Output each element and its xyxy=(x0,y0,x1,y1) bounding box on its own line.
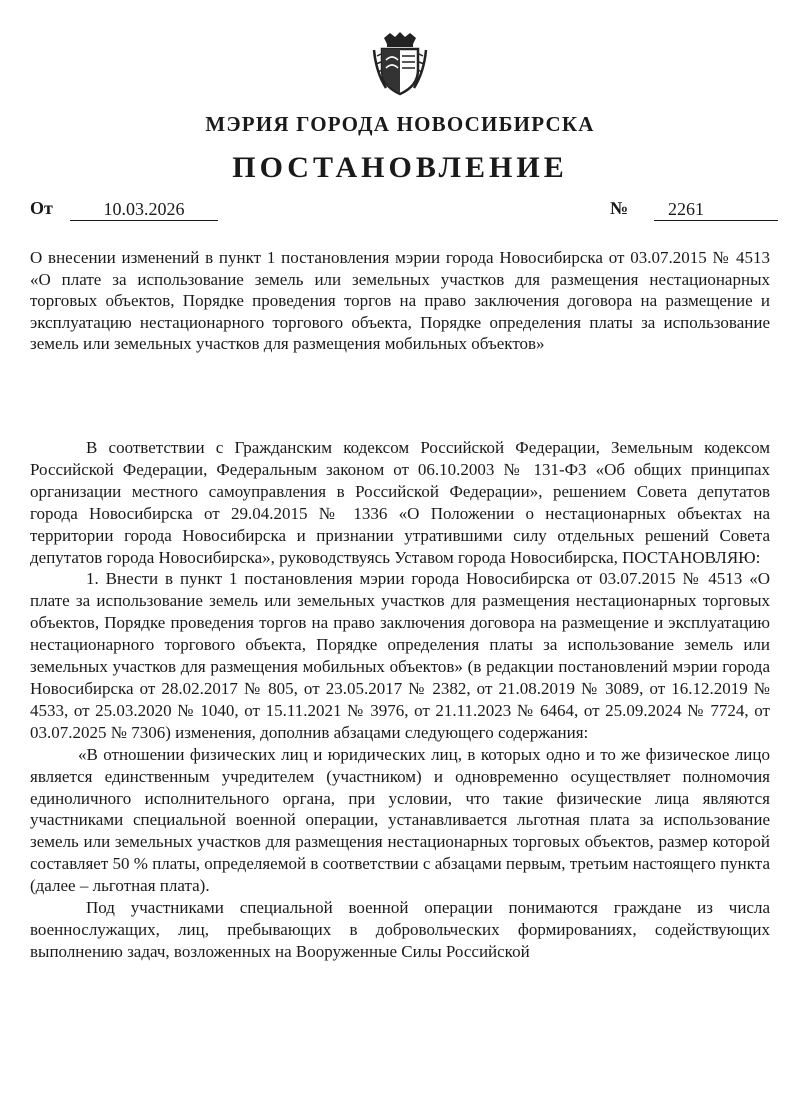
number-label: № xyxy=(610,198,629,218)
definition-paragraph: Под участниками специальной военной операции понимаются граждане из числа военнослужащих, лиц, пребывающих в добровольческих формированиях, содействующих выполнению задач, возложенных на Вооруженные Силы Российской xyxy=(30,898,770,961)
preamble-paragraph: В соответствии с Гражданским кодексом Российской Федерации, Земельным кодексом Российской Федерации, Федеральным законом от 06.10.2003 № 131-ФЗ «Об общих принципах организации местного самоуправления в Российской Федерации», решением Совета депутатов города Новосибирска от 29.04.2015 № 1336 «О Положении о нестационарных объектах на территории города Новосибирска и признании утратившими силу отдельных решений Совета депутатов города Новосибирска», руководствуясь Уставом города Новосибирска, ПОСТАНОВЛЯЮ: xyxy=(30,438,770,567)
document-subject: О внесении изменений в пункт 1 постановления мэрии города Новосибирска от 03.07.2015 № 4513 «О плате за использование земель или земельных участков для размещения нестационарных торговых объектов, Порядке проведения торгов на право заключения договора на размещение и эксплуатацию нестационарного торгового объекта, Порядке определения платы за использование земель или земельных участков для размещения мобильных объектов» xyxy=(30,248,770,354)
item-1-paragraph: 1. Внести в пункт 1 постановления мэрии города Новосибирска от 03.07.2015 № 4513 «О плате за использование земель или земельных участков для размещения нестационарных торговых объектов, Порядке проведения торгов на право заключения договора на размещение и эксплуатацию нестационарного торгового объекта, Порядке определения платы за использование земель или земельных участков для размещения мобильных объектов» (в редакции постановлений мэрии города Новосибирска от 28.02.2017 № 805, от 23.05.2017 № 2382, от 21.08.2019 № 3089, от 16.12.2019 № 4533, от 25.03.2020 № 1040, от 15.11.2021 № 3976, от 21.11.2023 № 6464, от 25.09.2024 № 7724, от 03.07.2025 № 7306) изменения, дополнив абзацами следующего содержания: xyxy=(30,569,770,742)
document-body xyxy=(30,437,770,963)
date-number-row xyxy=(30,198,770,224)
document-type: ПОСТАНОВЛЕНИЕ xyxy=(232,151,568,184)
document-number: 2261 xyxy=(654,198,778,221)
quoted-paragraph: «В отношении физических лиц и юридических лиц, в которых одно и то же физическое лицо является единственным учредителем (участником) и одновременно осуществляет полномочия единоличного исполнительного органа, при условии, что такие физические лица являются участниками специальной военной операции, устанавливается льготная плата за использование земель или земельных участков для размещения нестационарных торговых объектов, размер которой составляет 50 % платы, определяемой в соответствии с абзацами первым, третьим настоящего пункта (далее – льготная плата). xyxy=(30,744,770,896)
organization-name: МЭРИЯ ГОРОДА НОВОСИБИРСКА xyxy=(205,112,595,136)
novosibirsk-coat-of-arms-icon xyxy=(372,32,428,96)
date-label: От xyxy=(30,198,53,218)
document-date: 10.03.2026 xyxy=(70,198,218,221)
